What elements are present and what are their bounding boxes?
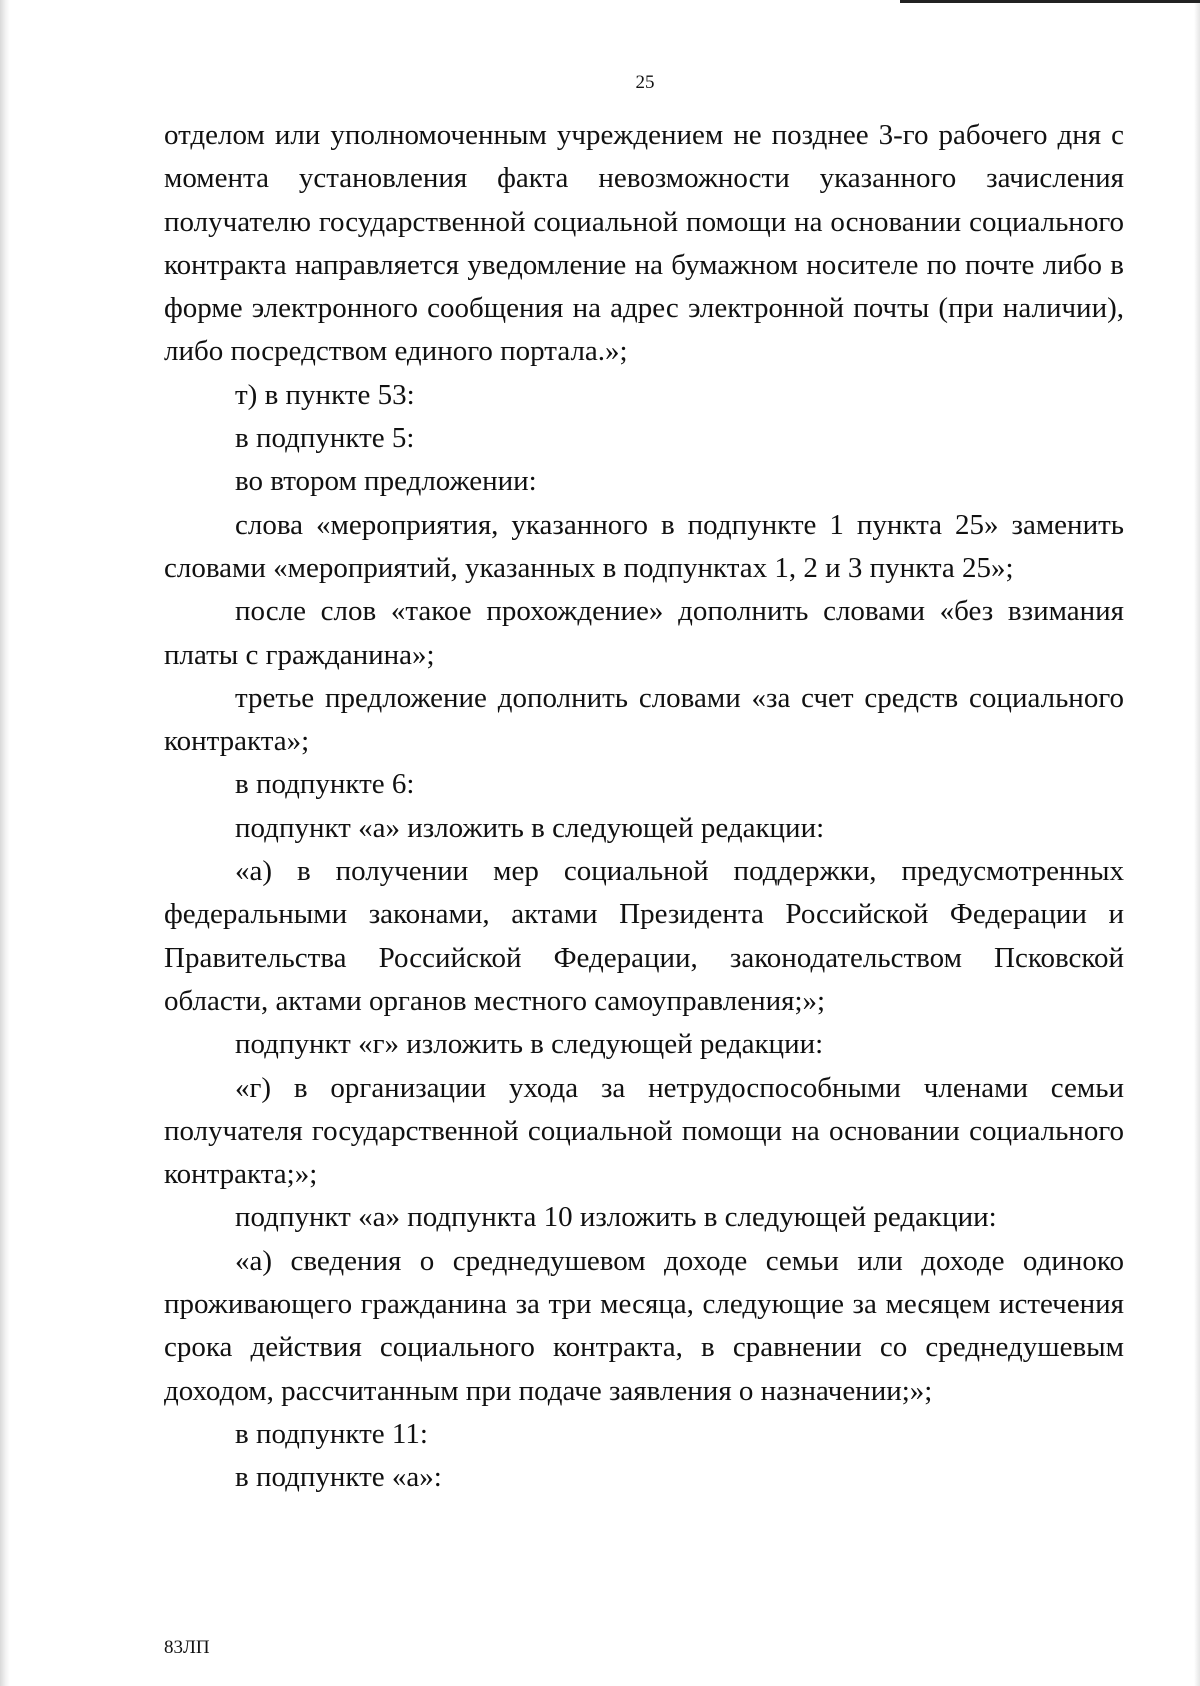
paragraph: отделом или уполномоченным учреждением не позднее 3-го рабочего дня с момента установления факта невозможности указанного зачисления получателю государственной социальной помощи на основании социального контракта направляется уведомление на бумажном носителе по почте либо в форме электронного сообщения на адрес электронной почты (при наличии), либо посредством единого портала.»; — [164, 119, 1124, 368]
paragraph: в подпункте 6: — [235, 768, 415, 801]
paragraph: подпункт «а» изложить в следующей редакции: — [235, 811, 825, 844]
paragraph: в подпункте 11: — [235, 1417, 428, 1450]
paragraph: в подпункте 5: — [235, 422, 415, 455]
paragraph: третье предложение дополнить словами «за счет средств социального контракта»; — [164, 681, 1124, 758]
scan-edge-right — [1194, 0, 1200, 1686]
paragraph: подпункт «г» изложить в следующей редакции: — [235, 1028, 824, 1061]
paragraph: подпункт «а» подпункта 10 изложить в следующей редакции: — [235, 1201, 997, 1234]
document-body — [164, 114, 1124, 1500]
paragraph: «а) в получении мер социальной поддержки, предусмотренных федеральными законами, актами Президента Российской Федерации и Правительства Российской Федерации, законодательством Псковской области, актами органов местного самоуправления;»; — [164, 855, 1124, 1017]
paragraph: т) в пункте 53: — [235, 378, 415, 411]
paragraph: в подпункте «а»: — [235, 1461, 442, 1494]
paragraph: во втором предложении: — [235, 465, 537, 498]
paragraph: после слов «такое прохождение» дополнить словами «без взимания платы с гражданина»; — [164, 595, 1124, 671]
scan-edge-left — [0, 0, 10, 1686]
scan-edge-top — [900, 0, 1200, 3]
paragraph: «г) в организации ухода за нетрудоспособными членами семьи получателя государственной социальной помощи на основании социального контракта;»; — [164, 1071, 1124, 1191]
document-code: 83ЛП — [164, 1637, 210, 1658]
paragraph: «а) сведения о среднедушевом доходе семьи или доходе одиноко проживающего гражданина за три месяца, следующие за месяцем истечения срока действия социального контракта, в сравнении со среднедушевым доходом, рассчитанным при подаче заявления о назначении;»; — [164, 1244, 1124, 1407]
page-number: 25 — [635, 72, 655, 93]
paragraph: слова «мероприятия, указанного в подпункте 1 пункта 25» заменить словами «мероприятий, указанных в подпунктах 1, 2 и 3 пункта 25»; — [164, 508, 1124, 584]
